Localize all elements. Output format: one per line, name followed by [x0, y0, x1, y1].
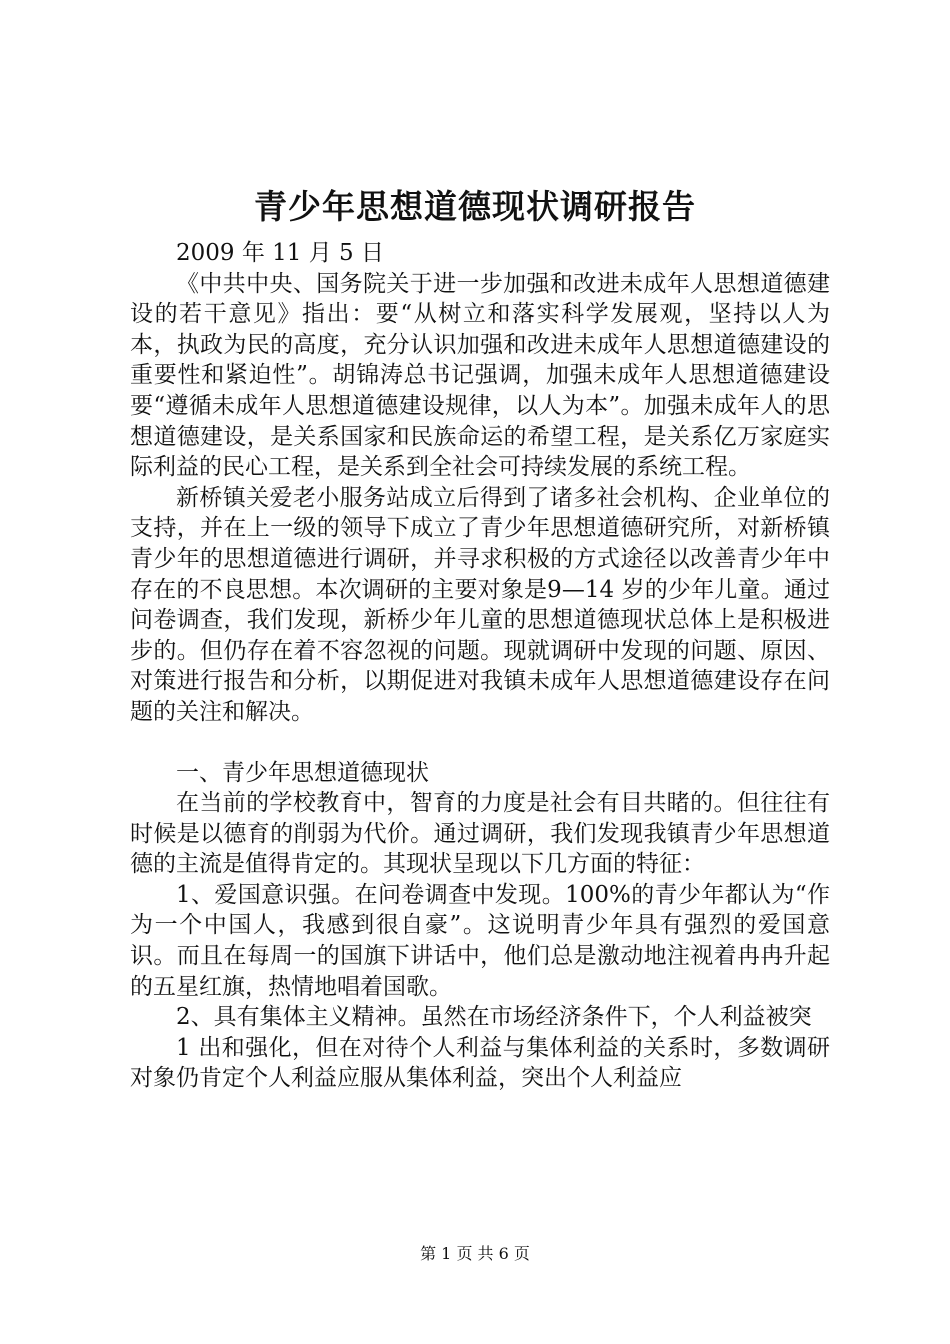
paragraph-section-intro: 在当前的学校教育中，智育的力度是社会有目共睹的。但往往有时候是以德育的削弱为代价。通过调研，我们发现我镇青少年思想道德的主流是值得肯定的。其现状呈现以下几方面的特征：	[130, 790, 830, 878]
section-heading: 一、青少年思想道德现状	[176, 759, 429, 786]
document-title: 青少年思想道德现状调研报告	[254, 187, 696, 226]
paragraph-intro: 《中共中央、国务院关于进一步加强和改进未成年人思想道德建设的若干意见》指出：要“从树立和落实科学发展观，坚持以人为本，执政为民的高度，充分认识加强和改进未成年人思想道德建设的重要性和紧迫性”。胡锦涛总书记强调，加强未成年人思想道德建设要“遵循未成年人思想道德建设规律，以人为本”。加强未成年人的思想道德建设，是关系国家和民族命运的希望工程，是关系亿万家庭实际利益的民心工程，是关系到全社会可持续发展的系统工程。	[130, 270, 830, 481]
document-body	[130, 238, 830, 1094]
paragraph-continuation: 1 出和强化，但在对待个人利益与集体利益的关系时，多数调研对象仍肯定个人利益应服从集体利益，突出个人利益应	[130, 1034, 830, 1092]
page-footer: 第 1 页 共 6 页	[420, 1244, 530, 1263]
document-date: 2009 年 11 月 5 日	[176, 240, 384, 266]
paragraph-background: 新桥镇关爱老小服务站成立后得到了诸多社会机构、企业单位的支持，并在上一级的领导下成立了青少年思想道德研究所，对新桥镇青少年的思想道德进行调研，并寻求积极的方式途径以改善青少年中存在的不良思想。本次调研的主要对象是9—14 岁的少年儿童。通过问卷调查，我们发现，新桥少年儿童的思想道德现状总体上是积极进步的。但仍存在着不容忽视的问题。现就调研中发现的问题、原因、对策进行报告和分析，以期促进对我镇未成年人思想道德建设存在问题的关注和解决。	[130, 484, 830, 725]
paragraph-collectivism: 2、具有集体主义精神。虽然在市场经济条件下，个人利益被突	[176, 1004, 812, 1031]
paragraph-patriotism: 1、爱国意识强。在问卷调查中发现。100%的青少年都认为“作为一个中国人，我感到很自豪”。这说明青少年具有强烈的爱国意识。而且在每周一的国旗下讲话中，他们总是激动地注视着冉冉升起的五星红旗，热情地唱着国歌。	[130, 881, 830, 1000]
